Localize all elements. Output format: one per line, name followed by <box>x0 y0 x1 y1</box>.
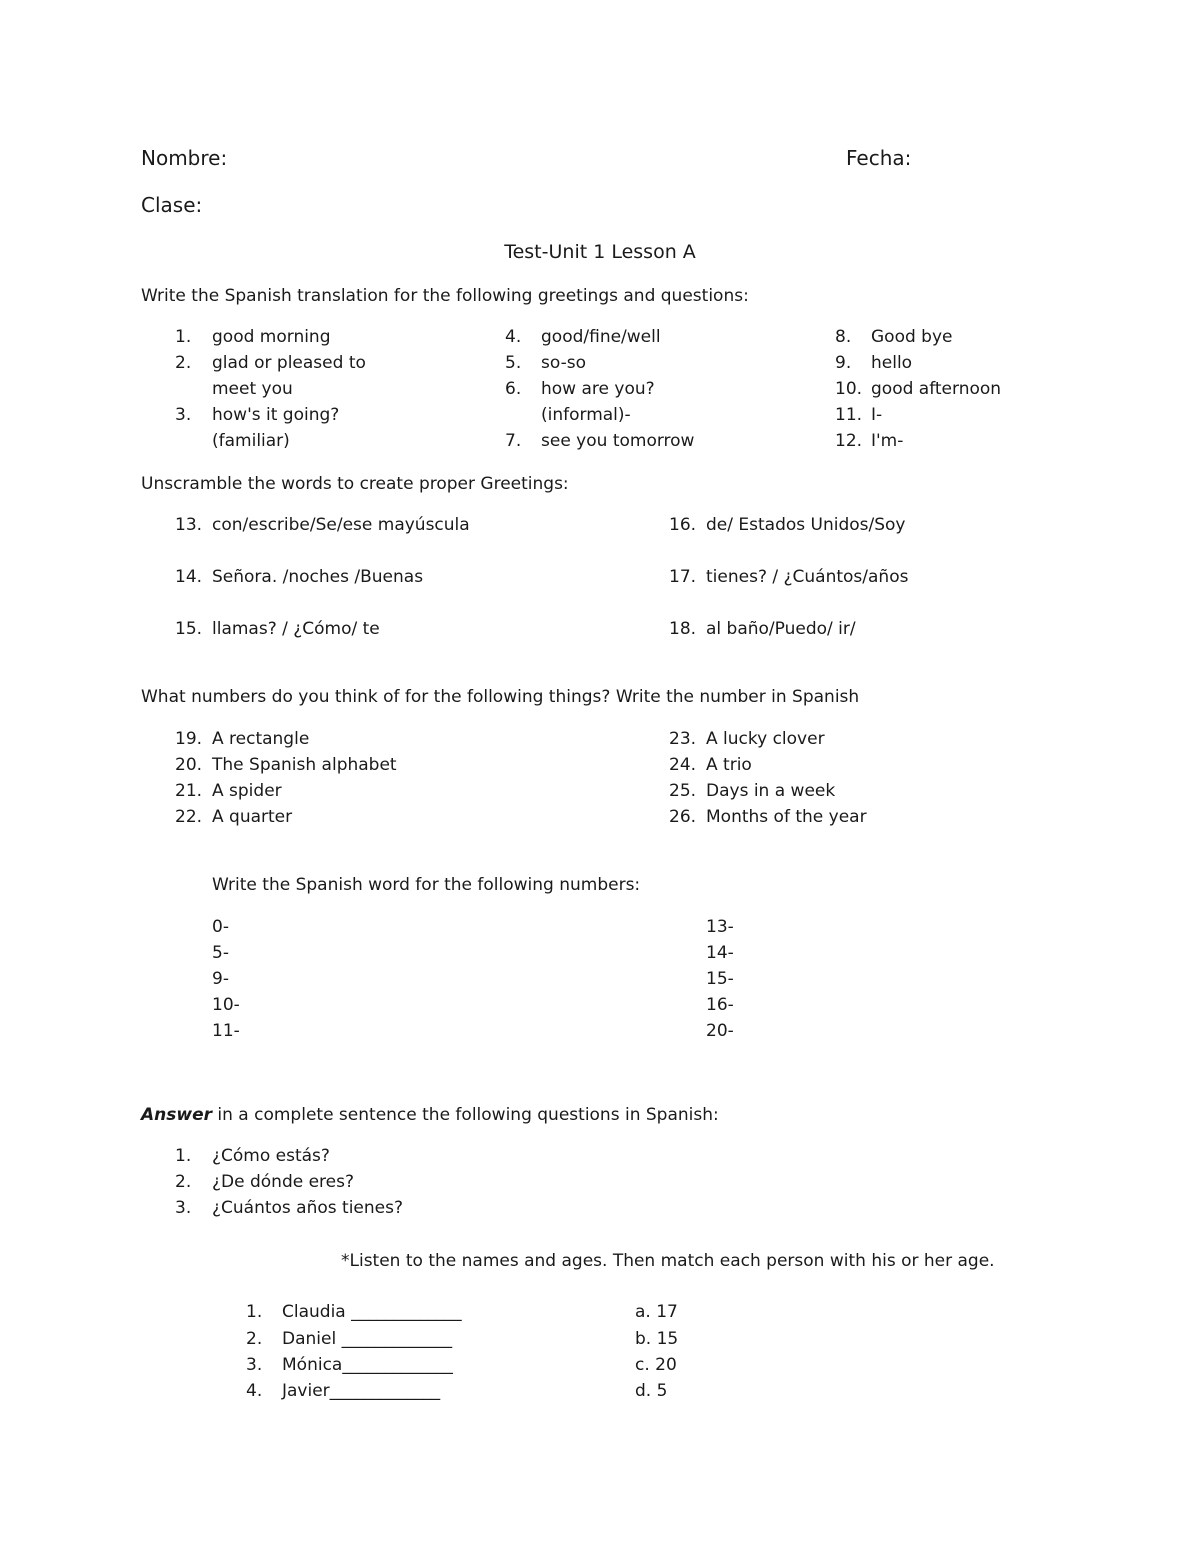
section1-instruction: Write the Spanish translation for the following greetings and questions: <box>141 286 749 306</box>
section5-instruction <box>141 1107 719 1124</box>
list-item-number: 23. <box>669 729 697 749</box>
list-item-number: 3. <box>175 1198 192 1218</box>
list-item-text: how are you? <box>541 379 655 399</box>
list-item-text: I'm- <box>871 431 904 451</box>
list-item-number: 8. <box>835 327 852 347</box>
number-prompt: 20- <box>706 1021 734 1041</box>
list-item-number: 2. <box>175 1172 192 1192</box>
number-prompt: 5- <box>212 943 229 963</box>
list-item-number: 6. <box>505 379 522 399</box>
list-item-number: 15. <box>175 619 203 639</box>
list-item-text: A quarter <box>212 807 293 827</box>
list-item-text: Javier_____________ <box>282 1381 441 1401</box>
section6-instruction: *Listen to the names and ages. Then match each person with his or her age. <box>341 1251 995 1271</box>
list-item-number: 12. <box>835 431 863 451</box>
age-option: b. 15 <box>635 1329 679 1349</box>
list-item-text: good morning <box>212 327 331 347</box>
age-option: c. 20 <box>635 1355 677 1375</box>
list-item-number: 2. <box>175 353 192 373</box>
list-item-text: Good bye <box>871 327 953 347</box>
list-item-text: see you tomorrow <box>541 431 695 451</box>
list-item-text: ¿De dónde eres? <box>212 1172 355 1192</box>
number-prompt: 10- <box>212 995 240 1015</box>
list-item-text: good afternoon <box>871 379 1002 399</box>
list-item-text: A trio <box>706 755 752 775</box>
list-item-text: I- <box>871 405 883 425</box>
list-item-text: llamas? / ¿Cómo/ te <box>212 619 380 639</box>
section4-instruction: Write the Spanish word for the following numbers: <box>212 875 641 895</box>
list-item-text: how's it going? <box>212 405 340 425</box>
list-item-text: al baño/Puedo/ ir/ <box>706 619 856 639</box>
list-item-text: (familiar) <box>212 431 290 451</box>
list-item-number: 3. <box>175 405 192 425</box>
list-item-number: 1. <box>246 1302 263 1322</box>
list-item-number: 7. <box>505 431 522 451</box>
list-item-text: hello <box>871 353 913 373</box>
fecha-label: Fecha: <box>846 146 912 170</box>
list-item-number: 20. <box>175 755 203 775</box>
list-item-text: A rectangle <box>212 729 310 749</box>
number-prompt: 11- <box>212 1021 240 1041</box>
list-item-number: 22. <box>175 807 203 827</box>
list-item-text: Days in a week <box>706 781 836 801</box>
list-item-number: 18. <box>669 619 697 639</box>
list-item-text: good/fine/well <box>541 327 661 347</box>
section2-instruction: Unscramble the words to create proper Greetings: <box>141 474 569 494</box>
list-item-text: The Spanish alphabet <box>212 755 397 775</box>
list-item-number: 11. <box>835 405 863 425</box>
list-item-text: (informal)- <box>541 405 631 425</box>
list-item-text: Claudia _____________ <box>282 1302 462 1322</box>
list-item-text: ¿Cómo estás? <box>212 1146 330 1166</box>
list-item-number: 25. <box>669 781 697 801</box>
list-item-number: 17. <box>669 567 697 587</box>
nombre-label: Nombre: <box>141 146 228 170</box>
number-prompt: 15- <box>706 969 734 989</box>
number-prompt: 16- <box>706 995 734 1015</box>
list-item-number: 3. <box>246 1355 263 1375</box>
section3-instruction: What numbers do you think of for the following things? Write the number in Spanish <box>141 687 860 707</box>
number-prompt: 9- <box>212 969 229 989</box>
age-option: d. 5 <box>635 1381 668 1401</box>
list-item-number: 21. <box>175 781 203 801</box>
list-item-number: 24. <box>669 755 697 775</box>
list-item-text: so-so <box>541 353 586 373</box>
list-item-number: 4. <box>246 1381 263 1401</box>
list-item-text: Mónica_____________ <box>282 1355 453 1375</box>
list-item-text: Señora. /noches /Buenas <box>212 567 424 587</box>
clase-label: Clase: <box>141 193 203 217</box>
list-item-text: Daniel _____________ <box>282 1329 453 1349</box>
list-item-text: glad or pleased to <box>212 353 366 373</box>
list-item-number: 16. <box>669 515 697 535</box>
list-item-text: Months of the year <box>706 807 867 827</box>
age-option: a. 17 <box>635 1302 678 1322</box>
number-prompt: 0- <box>212 917 229 937</box>
list-item-number: 2. <box>246 1329 263 1349</box>
list-item-number: 26. <box>669 807 697 827</box>
list-item-number: 19. <box>175 729 203 749</box>
list-item-text: meet you <box>212 379 293 399</box>
list-item-number: 13. <box>175 515 203 535</box>
list-item-text: con/escribe/Se/ese mayúscula <box>212 515 470 535</box>
list-item-number: 10. <box>835 379 863 399</box>
list-item-number: 5. <box>505 353 522 373</box>
list-item-number: 1. <box>175 327 192 347</box>
page-title: Test-Unit 1 Lesson A <box>504 241 696 263</box>
list-item-text: A lucky clover <box>706 729 825 749</box>
list-item-number: 4. <box>505 327 522 347</box>
number-prompt: 14- <box>706 943 734 963</box>
instruction-text: in a complete sentence the following questions in Spanish: <box>212 1105 719 1125</box>
list-item-number: 14. <box>175 567 203 587</box>
list-item-text: de/ Estados Unidos/Soy <box>706 515 906 535</box>
list-item-text: ¿Cuántos años tienes? <box>212 1198 404 1218</box>
list-item-number: 9. <box>835 353 852 373</box>
list-item-number: 1. <box>175 1146 192 1166</box>
instruction-emphasis: Answer <box>141 1105 212 1125</box>
list-item-text: tienes? / ¿Cuántos/años <box>706 567 909 587</box>
list-item-text: A spider <box>212 781 282 801</box>
number-prompt: 13- <box>706 917 734 937</box>
